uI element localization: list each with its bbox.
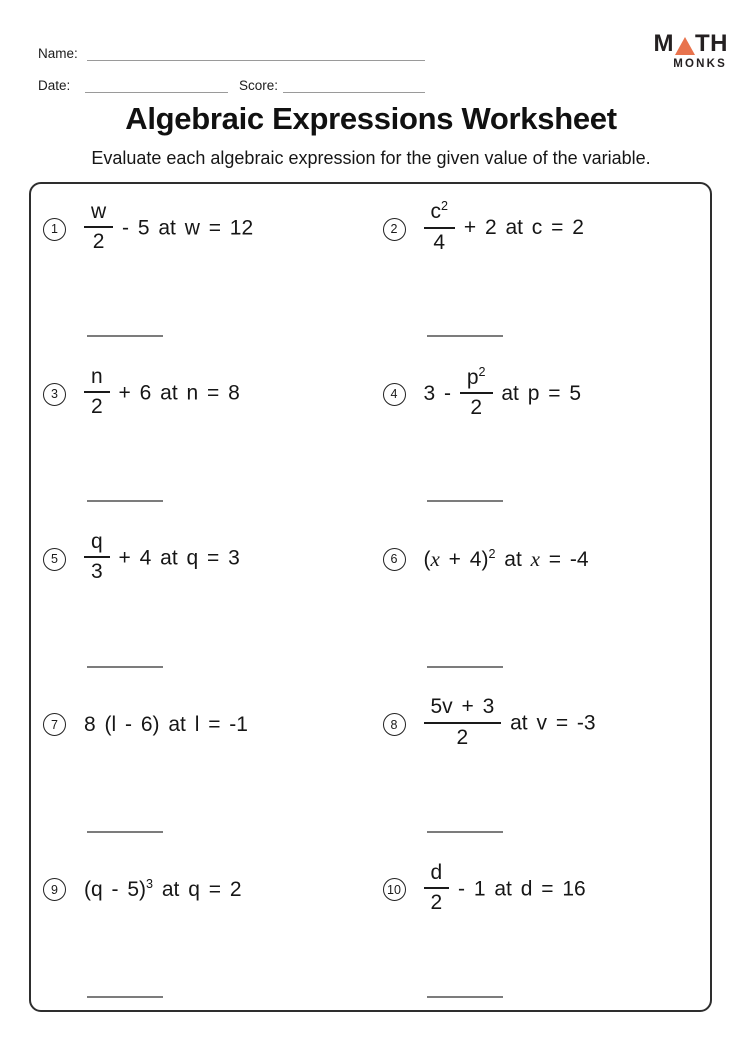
- problems-box: [29, 182, 712, 1012]
- problem-expression: [423, 364, 582, 422]
- problem-cell: [371, 845, 711, 1010]
- expression-text: = -4: [539, 547, 589, 571]
- fraction: $\frac{d}{2}$: [424, 861, 450, 915]
- answer-line[interactable]: [427, 500, 503, 502]
- problem-cell: [371, 514, 711, 679]
- expression-text: (: [423, 547, 431, 571]
- name-input-line[interactable]: [87, 60, 425, 61]
- problem-cell: [31, 680, 371, 845]
- problem-cell: [31, 184, 371, 349]
- problem-expression: [84, 532, 240, 586]
- score-input-line[interactable]: [283, 92, 425, 93]
- problem-cell: [31, 845, 371, 1010]
- math-monks-logo: [654, 32, 729, 71]
- answer-line[interactable]: [427, 996, 503, 998]
- problem-expression: [84, 199, 254, 256]
- answer-line[interactable]: [427, 831, 503, 833]
- problem-row: [43, 857, 371, 923]
- expression-text: - 1 at d = 16: [449, 877, 586, 901]
- fraction: $\frac{p^2}{2}$: [460, 365, 493, 420]
- problem-expression: [84, 713, 248, 737]
- expression-text: + 4): [439, 547, 489, 571]
- problem-row: [43, 692, 371, 758]
- problem-expression: [424, 697, 596, 751]
- variable: x: [530, 546, 540, 571]
- problem-number: 4: [383, 383, 406, 406]
- problem-expression: [424, 201, 584, 256]
- date-input-line[interactable]: [85, 92, 228, 93]
- problem-expression: [84, 367, 240, 421]
- instructions-text: Evaluate each algebraic expression for the given value of the variable.: [91, 148, 651, 168]
- answer-line[interactable]: [427, 335, 503, 337]
- logo-word-monks: MONKS: [673, 58, 727, 70]
- variable: x: [430, 546, 440, 571]
- problem-number: 3: [43, 383, 66, 406]
- expression-text: at v = -3: [501, 712, 596, 736]
- problem-row: [383, 361, 711, 427]
- exponent: 2: [441, 199, 449, 214]
- problem-row: [43, 196, 371, 262]
- problem-number: 10: [383, 878, 406, 901]
- problem-row: [383, 692, 711, 758]
- logo-word-math: [654, 32, 729, 56]
- expression-text: at q = 2: [153, 877, 242, 901]
- page-title: Algebraic Expressions Worksheet: [125, 101, 617, 136]
- fraction: $\frac{5v + 3}{2}$: [424, 695, 502, 749]
- logo-triangle-icon: [675, 37, 695, 55]
- answer-line[interactable]: [87, 831, 163, 833]
- fraction: $\frac{q}{3}$: [84, 530, 110, 584]
- name-label: Name:: [38, 46, 78, 61]
- problem-cell: [371, 184, 711, 349]
- problem-cell: [371, 349, 711, 514]
- expression-text: at: [495, 547, 531, 571]
- problem-cell: [31, 514, 371, 679]
- date-label: Date:: [38, 78, 71, 93]
- expression-text: + 2 at c = 2: [455, 216, 584, 240]
- logo-letters-th: TH: [695, 30, 728, 57]
- expression-text: - 5 at w = 12: [113, 216, 254, 240]
- expression-text: 3 -: [423, 381, 460, 405]
- fraction: $\frac{w}{2}$: [84, 200, 113, 254]
- problem-number: 2: [383, 218, 406, 241]
- answer-line[interactable]: [87, 666, 163, 668]
- problem-expression: [424, 860, 586, 917]
- score-label: Score:: [239, 78, 279, 93]
- exponent: 2: [478, 364, 486, 379]
- logo-letter-m: M: [653, 30, 674, 57]
- fraction: $\frac{c^2}{4}$: [424, 199, 456, 254]
- problem-number: 1: [43, 218, 66, 241]
- expression-text: at p = 5: [492, 381, 582, 405]
- problem-expression: [424, 547, 589, 572]
- exponent: 3: [146, 876, 154, 891]
- problem-row: [383, 526, 711, 592]
- problem-number: 7: [43, 713, 66, 736]
- problem-number: 9: [43, 878, 66, 901]
- problem-expression: [84, 878, 242, 902]
- problem-cell: [31, 349, 371, 514]
- problem-row: [383, 196, 711, 262]
- answer-line[interactable]: [87, 996, 163, 998]
- expression-text: + 4 at q = 3: [109, 546, 240, 570]
- answer-line[interactable]: [427, 666, 503, 668]
- problem-row: [43, 526, 371, 592]
- exponent: 2: [488, 546, 496, 561]
- expression-text: (q - 5): [84, 877, 147, 901]
- problem-number: 5: [43, 548, 66, 571]
- fraction: $\frac{n}{2}$: [84, 365, 110, 419]
- expression-text: + 6 at n = 8: [109, 381, 240, 405]
- problem-row: [383, 857, 711, 923]
- problem-row: [43, 361, 371, 427]
- expression-text: 8 (l - 6) at l = -1: [84, 712, 248, 736]
- problem-number: 8: [383, 713, 406, 736]
- problem-number: 6: [383, 548, 406, 571]
- answer-line[interactable]: [87, 500, 163, 502]
- answer-line[interactable]: [87, 335, 163, 337]
- problem-cell: [371, 680, 711, 845]
